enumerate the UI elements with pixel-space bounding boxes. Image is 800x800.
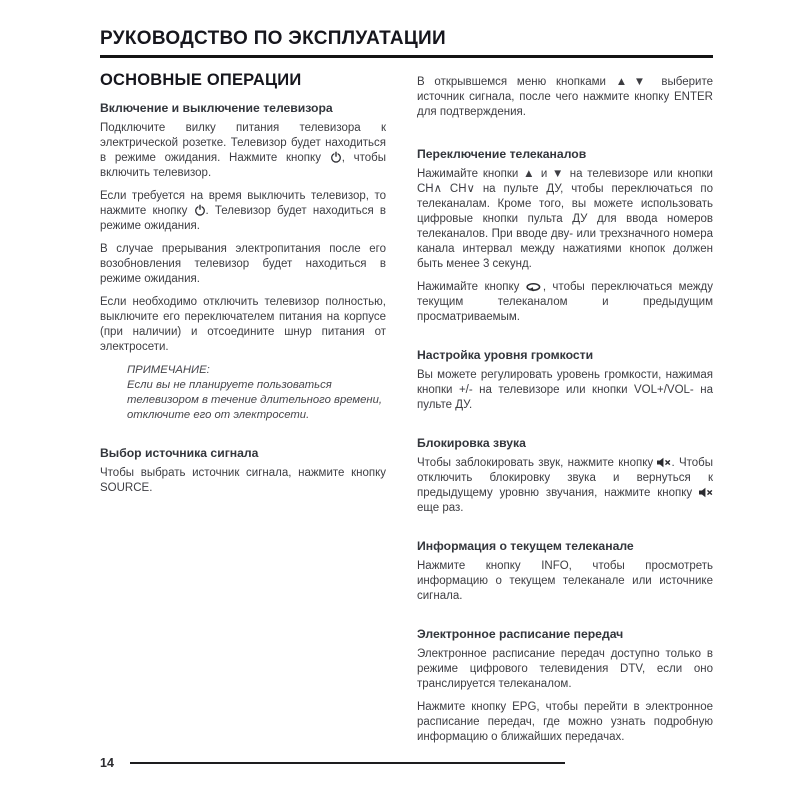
power-standby-icon (194, 204, 206, 216)
title-divider (100, 55, 713, 58)
subhead-channel-switching: Переключение телеканалов (417, 147, 587, 161)
paragraph-mute: Чтобы заблокировать звук, нажмите кнопку . Чтобы отключить блокировку звука и вернуться к предыдущему уровню звучания, нажмите кнопку еще раз. (417, 457, 713, 514)
subhead-volume: Настройка уровня громкости (417, 348, 594, 362)
paragraph-epg-button: Нажмите кнопку EPG, чтобы перейти в электронное расписание передач, где можно узнать подробную информацию о ближайших передачах. (417, 701, 713, 743)
note-block (127, 363, 386, 423)
mute-speaker-icon (657, 457, 671, 468)
paragraph-epg-availability: Электронное расписание передач доступно только в режиме цифрового телевидения DTV, если оно транслируется телеканалом. (417, 648, 713, 690)
paragraph-power-interruption: В случае прерывания электропитания после его возобновления телевизор будет находиться в режиме ожидания. (100, 243, 386, 285)
subhead-epg: Электронное расписание передач (417, 627, 624, 641)
page-number: 14 (100, 756, 114, 770)
subhead-channel-info: Информация о текущем телеканале (417, 539, 634, 553)
paragraph-channel-info: Нажмите кнопку INFO, чтобы просмотреть информацию о текущем телеканале или источнике сигнала. (417, 560, 713, 602)
power-standby-icon (330, 151, 342, 163)
paragraph-volume: Вы можете регулировать уровень громкости, нажимая кнопки +/- на телевизоре или кнопки VOL+/VOL- на пульте ДУ. (417, 369, 713, 411)
paragraph-channel-switching: Нажимайте кнопки ▲ и ▼ на телевизоре или кнопки CH∧ CH∨ на пульте ДУ, чтобы переключаться по телеканалам. Кроме того, вы можете использовать цифровые кнопки пульта ДУ для ввода номеров телеканалов. При вводе дву- или трехзначного номера канала интервал между нажатиями кнопок должен быть менее 3 секунд. (417, 168, 713, 270)
paragraph-plug-in: Подключите вилку питания телевизора к электрической розетке. Телевизор будет находиться в режиме ожидания. Нажмите кнопку , чтобы включить телевизор. (100, 122, 386, 179)
paragraph-previous-channel: Нажимайте кнопку , чтобы переключаться между текущим телеканалом и предыдущим просматриваемым. (417, 281, 713, 323)
right-column (417, 71, 713, 753)
paragraph-source-select: Чтобы выбрать источник сигнала, нажмите кнопку SOURCE. (100, 467, 386, 494)
subhead-mute: Блокировка звука (417, 436, 526, 450)
document-content (100, 28, 713, 753)
previous-channel-loop-icon (526, 281, 543, 292)
subhead-source-select: Выбор источника сигнала (100, 446, 259, 460)
left-column (100, 71, 386, 753)
subhead-power-on-off: Включение и выключение телевизора (100, 101, 333, 115)
paragraph-full-power-off: Если необходимо отключить телевизор полностью, выключите его переключателем питания на корпусе (при наличии) и отсоедините шнур питания от электросети. (100, 296, 386, 353)
paragraph-source-menu: В открывшемся меню кнопками ▲▼ выберите источник сигнала, после чего нажмите кнопку ENTER для подтверждения. (417, 76, 713, 118)
section-heading: ОСНОВНЫЕ ОПЕРАЦИИ (100, 71, 302, 89)
page-footer (100, 756, 713, 770)
paragraph-temporary-off: Если требуется на время выключить телевизор, то нажмите кнопку . Телевизор будет находиться в режиме ожидания. (100, 190, 386, 232)
footer-divider (130, 762, 565, 765)
two-column-layout (100, 71, 713, 753)
page-title: РУКОВОДСТВО ПО ЭКСПЛУАТАЦИИ (100, 28, 446, 49)
mute-speaker-icon (699, 487, 713, 498)
note-label: ПРИМЕЧАНИЕ: (127, 364, 210, 376)
note-text: Если вы не планируете пользоваться телевизором в течение длительного времени, отключите его от электросети. (127, 379, 383, 421)
